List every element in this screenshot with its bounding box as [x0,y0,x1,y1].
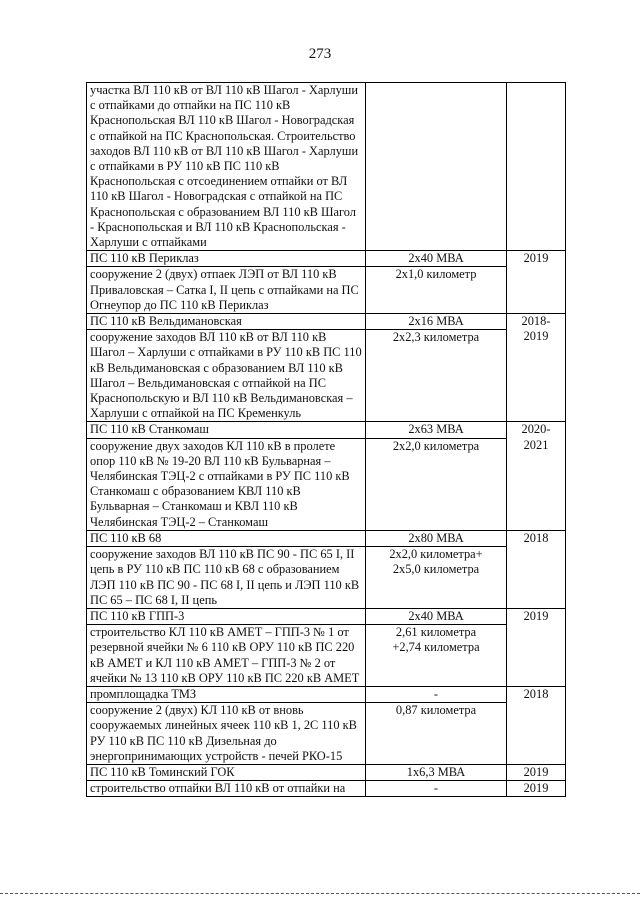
table-row [87,686,566,702]
table-cell-capacity: 2х16 МВА [366,314,507,330]
table-cell-capacity: 2х2,3 километра [366,330,507,422]
table-cell-object: ПС 110 кВ Периклаз [87,251,366,267]
table-row [87,314,566,330]
table-cell-object: ПС 110 кВ 68 [87,530,366,546]
table-row [87,764,566,780]
table-row [87,530,566,546]
table-cell-year [507,83,566,251]
table-cell-capacity: 0,87 километра [366,703,507,765]
capacity-line: 2,61 километра [395,625,477,640]
table-cell-year: 2019 [507,781,566,797]
table-cell-capacity [366,83,507,251]
table-cell-object: сооружение 2 (двух) отпаек ЛЭП от ВЛ 110 кВ Приваловская – Сатка I, II цепь с отпайками на ПС Огнеупор до ПС 110 кВ Периклаз [87,267,366,314]
table-cell-year: 2018 [507,530,566,608]
table-cell-capacity: - [366,686,507,702]
table-cell-object: участка ВЛ 110 кВ от ВЛ 110 кВ Шагол - Харлуши с отпайками до отпайки на ПС 110 кВ Краснопольская ВЛ 110 кВ Шагол - Новоградская с отпайкой на ПС Краснопольская. Строительство заходов ВЛ 110 кВ от ВЛ 110 кВ Шагол - Харлуши с отпайками в РУ 110 кВ ПС 110 кВ Краснопольская с отсоединением отпайки от ВЛ 110 кВ Шагол - Новоградская с отпайкой на ПС Краснопольская с образованием ВЛ 110 кВ Шагол - Краснопольская и ВЛ 110 кВ Краснопольская - Харлуши с отпайками [87,83,366,251]
table-cell-object: сооружение заходов ВЛ 110 кВ ПС 90 - ПС 65 I, II цепь в РУ 110 кВ ПС 110 кВ 68 с образованием ЛЭП 110 кВ ПС 90 - ПС 68 I, II цепь и ЛЭП 110 кВ ПС 65 – ПС 68 I, II цепь [87,547,366,609]
table-cell-object: ПС 110 кВ ГПП-3 [87,608,366,624]
table-cell-year: 2019 [507,251,566,314]
table-cell-object: сооружение 2 (двух) КЛ 110 кВ от вновь сооружаемых линейных ячеек 110 кВ 1, 2С 110 кВ РУ 110 кВ ПС 110 кВ Дизельная до энергопринимающих устройств - печей РКО-15 [87,703,366,765]
table-row [87,83,566,251]
table-cell-year: 2019 [507,608,566,686]
table-cell-object: строительство отпайки ВЛ 110 кВ от отпайки на [87,781,366,797]
table-cell-capacity: - [366,781,507,797]
table-cell-capacity: 1х6,3 МВА [366,764,507,780]
table-row [87,251,566,267]
table-cell-year: 2019 [507,764,566,780]
table-row [87,703,566,765]
table-cell-object: промплощадка ТМЗ [87,686,366,702]
table-row [87,625,566,687]
page-number: 273 [308,46,332,62]
table-row [87,422,566,438]
table-cell-object: ПС 110 кВ Вельдимановская [87,314,366,330]
table-cell-year: 2018 [507,686,566,764]
table-row [87,547,566,609]
table-cell-year: 2018-2019 [507,314,566,422]
table-cell-capacity: 2х2,0 километра [366,438,507,530]
capacity-line: 2х2,0 километра+ [389,547,483,562]
table-cell-capacity: 2х40 МВА [366,608,507,624]
table-row [87,781,566,797]
table-cell-capacity [366,547,507,609]
table-row [87,330,566,422]
table-row [87,267,566,314]
table-cell-capacity: 2х80 МВА [366,530,507,546]
table-cell-object: ПС 110 кВ Томинский ГОК [87,764,366,780]
table-cell-capacity: 2х63 МВА [366,422,507,438]
table-cell-capacity: 2х40 МВА [366,251,507,267]
capacity-line: +2,74 километра [392,640,480,655]
page-bottom-divider [0,893,640,894]
table-cell-year: 2020-2021 [507,422,566,530]
table-cell-object: сооружение двух заходов КЛ 110 кВ в пролете опор 110 кВ № 19-20 ВЛ 110 кВ Бульварная – Челябинская ТЭЦ-2 с отпайками в РУ ПС 110 кВ Станкомаш с образованием КВЛ 110 кВ Бульварная – Станкомаш и КВЛ 110 кВ Челябинская ТЭЦ-2 – Станкомаш [87,438,366,530]
table-cell-object: ПС 110 кВ Станкомаш [87,422,366,438]
table-cell-capacity: 2х1,0 километр [366,267,507,314]
table-cell-object: строительство КЛ 110 кВ АМЕТ – ГПП-3 № 1 от резервной ячейки № 6 110 кВ ОРУ 110 кВ ПС 220 кВ АМЕТ и КЛ 110 кВ АМЕТ – ГПП-3 № 2 от ячейки № 13 110 кВ ОРУ 110 кВ ПС 220 кВ АМЕТ [87,625,366,687]
table-row [87,438,566,530]
table-row [87,608,566,624]
capacity-line: 2х5,0 километра [392,562,480,577]
table-cell-object: сооружение заходов ВЛ 110 кВ от ВЛ 110 кВ Шагол – Харлуши с отпайками в РУ 110 кВ ПС 110 кВ Вельдимановская с образованием ВЛ 110 кВ Шагол – Вельдимановская с отпайкой на ПС Краснопольскую и ВЛ 110 кВ Вельдимановская – Харлуши с отпайкой на ПС Кременкуль [87,330,366,422]
table-cell-capacity [366,625,507,687]
projects-table [86,82,566,797]
